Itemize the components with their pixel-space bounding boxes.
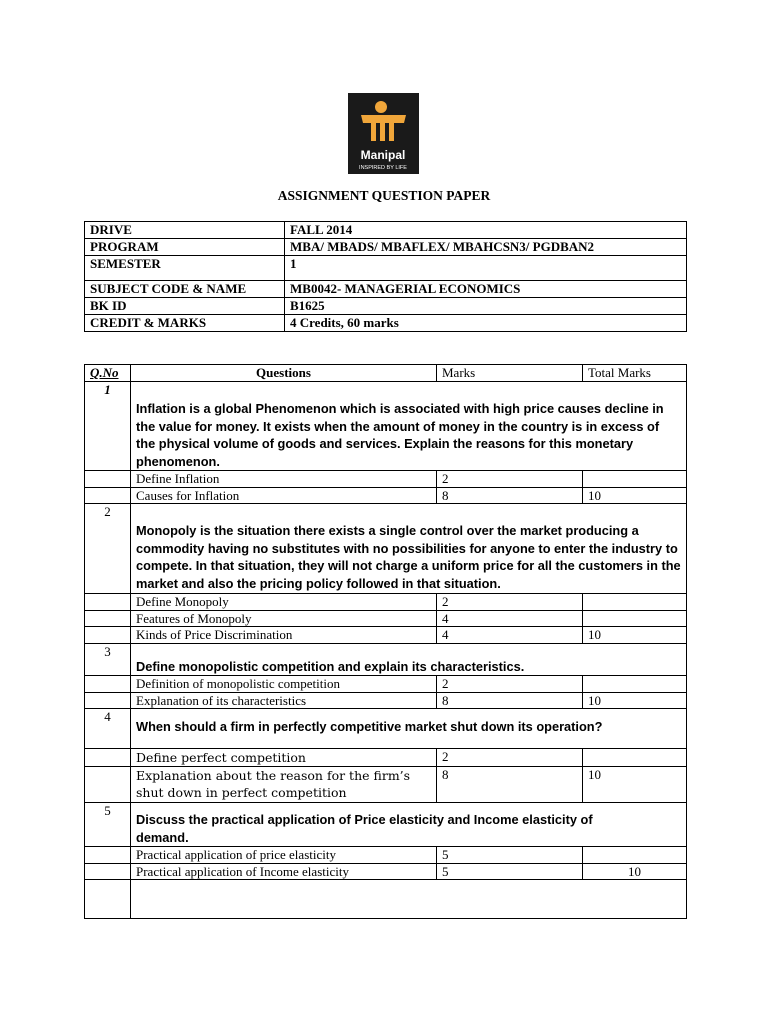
- question-number: 1: [85, 382, 131, 471]
- blank-cell: [85, 610, 131, 627]
- part-row: [85, 487, 687, 504]
- blank-cell: [85, 880, 131, 919]
- question-number: 2: [85, 504, 131, 594]
- part-marks: 5: [437, 863, 583, 880]
- part-total: 10: [583, 863, 687, 880]
- questions-table: [84, 364, 687, 919]
- info-label: BK ID: [85, 298, 285, 315]
- part-label: Kinds of Price Discrimination: [131, 627, 437, 644]
- part-marks: 5: [437, 847, 583, 864]
- part-marks: 2: [437, 594, 583, 611]
- part-row: [85, 767, 687, 803]
- question-row: [85, 504, 687, 594]
- part-label: Define Monopoly: [131, 594, 437, 611]
- part-marks: 8: [437, 487, 583, 504]
- part-row: [85, 610, 687, 627]
- question-row: [85, 709, 687, 749]
- info-label: CREDIT & MARKS: [85, 315, 285, 332]
- info-value: B1625: [285, 298, 687, 315]
- part-total: [583, 749, 687, 767]
- info-value: 4 Credits, 60 marks: [285, 315, 687, 332]
- question-text: Discuss the practical application of Price elasticity and Income elasticity of demand.: [131, 803, 687, 847]
- part-total: 10: [583, 487, 687, 504]
- part-label: Explanation of its characteristics: [131, 692, 437, 709]
- question-row: [85, 382, 687, 471]
- part-label: Explanation about the reason for the firm’s shut down in perfect competition: [131, 767, 437, 803]
- info-row: [85, 256, 687, 281]
- blank-cell: [85, 676, 131, 693]
- blank-cell: [85, 487, 131, 504]
- info-label: SEMESTER: [85, 256, 285, 281]
- part-marks: 2: [437, 749, 583, 767]
- logo-tagline: INSPIRED BY LIFE: [359, 165, 407, 171]
- part-marks: 2: [437, 676, 583, 693]
- part-row: [85, 847, 687, 864]
- blank-cell: [85, 692, 131, 709]
- part-label: Define Inflation: [131, 471, 437, 488]
- blank-cell: [85, 627, 131, 644]
- info-value: MBA/ MBADS/ MBAFLEX/ MBAHCSN3/ PGDBAN2: [285, 239, 687, 256]
- blank-cell: [85, 594, 131, 611]
- header-marks: Marks: [437, 365, 583, 382]
- blank-cell: [85, 847, 131, 864]
- part-row: [85, 471, 687, 488]
- question-number: 4: [85, 709, 131, 749]
- page-title: ASSIGNMENT QUESTION PAPER: [277, 188, 491, 203]
- question-text: Define monopolistic competition and explain its characteristics.: [131, 643, 687, 676]
- part-marks: 8: [437, 692, 583, 709]
- header-questions: Questions: [131, 365, 437, 382]
- logo-brand: Manipal: [360, 148, 406, 162]
- part-marks: 8: [437, 767, 583, 803]
- question-number: 5: [85, 803, 131, 847]
- part-marks: 2: [437, 471, 583, 488]
- part-total: [583, 847, 687, 864]
- info-label: PROGRAM: [85, 239, 285, 256]
- info-value: 1: [285, 256, 687, 281]
- blank-cell: [85, 863, 131, 880]
- info-row: [85, 239, 687, 256]
- question-text: When should a firm in perfectly competitive market shut down its operation?: [131, 709, 687, 749]
- blank-cell: [85, 471, 131, 488]
- part-row: [85, 627, 687, 644]
- info-label: SUBJECT CODE & NAME: [85, 281, 285, 298]
- part-row: [85, 692, 687, 709]
- info-label: DRIVE: [85, 222, 285, 239]
- part-row: [85, 676, 687, 693]
- header-qno: Q.No: [85, 365, 131, 382]
- table-header: [85, 365, 687, 382]
- info-row: [85, 298, 687, 315]
- header-total: Total Marks: [583, 365, 687, 382]
- part-marks: 4: [437, 627, 583, 644]
- part-marks: 4: [437, 610, 583, 627]
- part-total: 10: [583, 692, 687, 709]
- part-row: [85, 749, 687, 767]
- part-label: Define perfect competition: [131, 749, 437, 767]
- part-label: Definition of monopolistic competition: [131, 676, 437, 693]
- part-total: 10: [583, 767, 687, 803]
- part-total: [583, 594, 687, 611]
- info-row: [85, 222, 687, 239]
- info-value: MB0042- MANAGERIAL ECONOMICS: [285, 281, 687, 298]
- part-row: [85, 594, 687, 611]
- question-number: 3: [85, 643, 131, 676]
- info-row: [85, 315, 687, 332]
- question-row: [85, 643, 687, 676]
- info-value: FALL 2014: [285, 222, 687, 239]
- part-label: Causes for Inflation: [131, 487, 437, 504]
- question-text: Inflation is a global Phenomenon which is associated with high price causes decline in the value for money. It exists when the amount of money in the country is in excess of the physical volume of goods and services. Explain the reasons for this monetary phenomenon.: [131, 382, 687, 471]
- part-label: Features of Monopoly: [131, 610, 437, 627]
- info-row: [85, 281, 687, 298]
- part-label: Practical application of Income elasticity: [131, 863, 437, 880]
- part-total: 10: [583, 627, 687, 644]
- part-total: [583, 471, 687, 488]
- empty-row: [85, 880, 687, 919]
- question-text: Monopoly is the situation there exists a single control over the market producing a commodity having no substitutes with no possibilities for anyone to enter the industry to compete. In that situation, they will not charge a uniform price for all the customers in the market and also the pricing policy followed in that situation.: [131, 504, 687, 594]
- info-table: [84, 221, 687, 332]
- blank-cell: [85, 749, 131, 767]
- part-row: [85, 863, 687, 880]
- manipal-logo: [348, 93, 419, 174]
- part-label: Practical application of price elasticity: [131, 847, 437, 864]
- part-total: [583, 610, 687, 627]
- question-row: [85, 803, 687, 847]
- blank-cell: [131, 880, 687, 919]
- part-total: [583, 676, 687, 693]
- blank-cell: [85, 767, 131, 803]
